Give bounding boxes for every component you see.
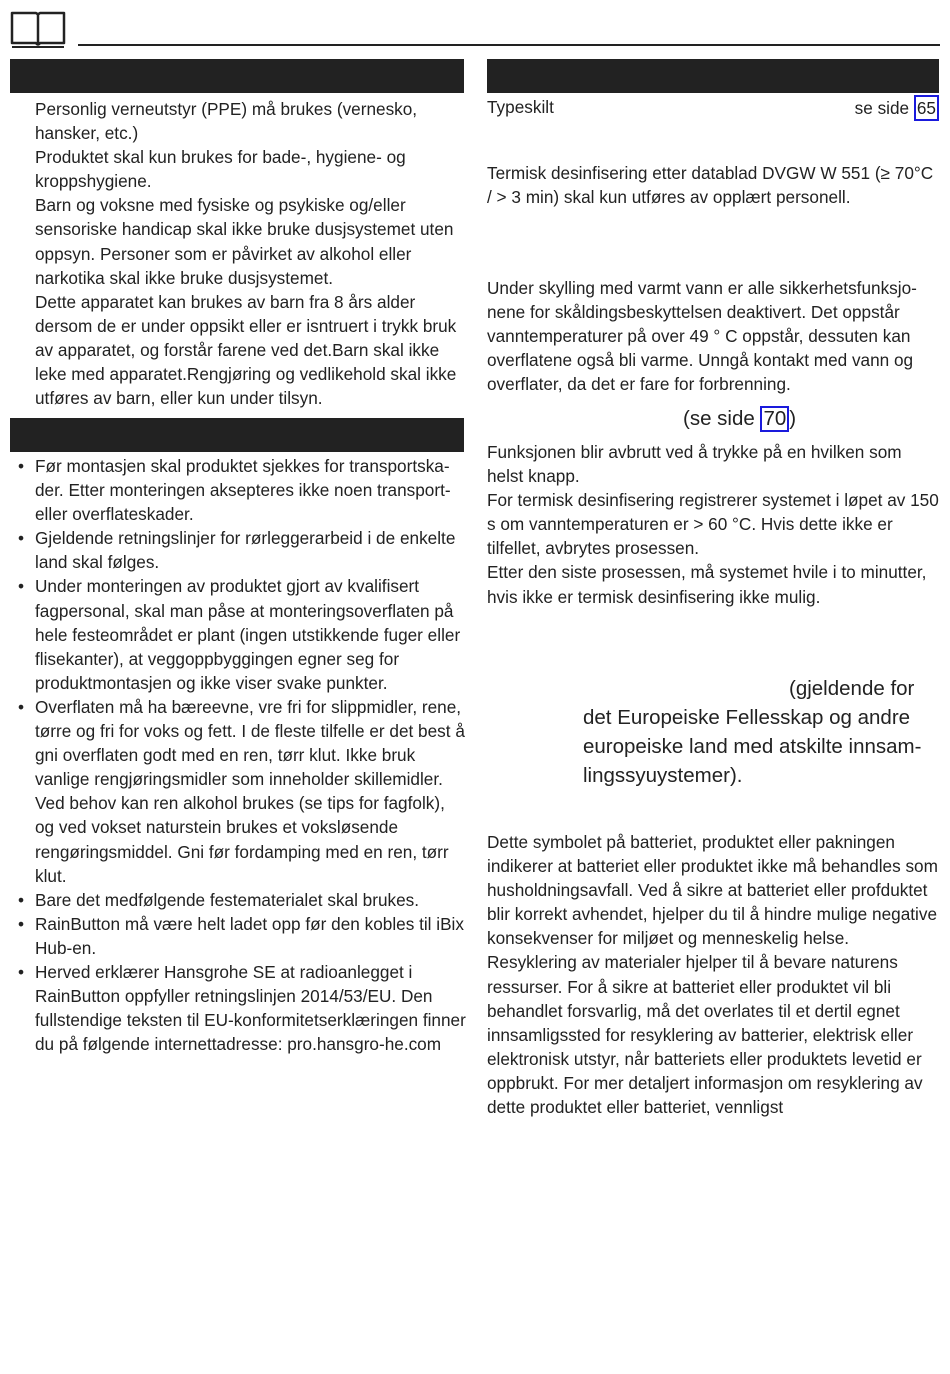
see-page-reference bbox=[487, 404, 939, 433]
typeplate-label: Typeskilt bbox=[487, 97, 554, 117]
function-paragraph: Funksjonen blir avbrutt ved å trykke på en hvilken som helst knapp. bbox=[487, 442, 902, 487]
list-item: • Gjeldende retningslinjer for rørleggerarbeid i de enkelte land skal følges. bbox=[10, 526, 468, 574]
rinse-warning-text: Under skylling med varmt vann er alle sikkerhetsfunksjo-nene for skåldingsbeskyttelsen deaktivert. Det oppstår vanntemperaturer på over 49 ° C oppstår, dessuten kan overflatene også bli varme. Unngå kontakt med vann og overflater, da det er fare for forbrenning. bbox=[487, 278, 917, 395]
mounting-section bbox=[10, 454, 468, 1056]
function-section bbox=[487, 440, 939, 609]
safety-paragraph: Produktet skal kun brukes for bade-, hygiene- og kroppshygiene. bbox=[35, 147, 406, 192]
page-link-70[interactable]: 70 bbox=[760, 406, 789, 432]
list-item: • Før montasjen skal produktet sjekkes for transportska-der. Etter monteringen aksepteres ikke noen transport- eller overflateskader. bbox=[10, 454, 468, 526]
eu-line: europeiske land med atskilte innsam- bbox=[583, 735, 922, 758]
list-item: • RainButton må være helt ladet opp før den kobles til iBix Hub-en. bbox=[10, 912, 468, 960]
manual-book-icon bbox=[10, 10, 66, 48]
typeplate-page-ref bbox=[855, 95, 939, 121]
safety-section bbox=[35, 97, 465, 410]
list-item: • Herved erklærer Hansgrohe SE at radioanlegget i RainButton oppfyller retningslinjen 2014/53/EU. Den fullstendige teksten til EU-konformitetserklæringen finner du på følgende internettadresse: pro.hansgro-he.com bbox=[10, 960, 468, 1056]
page-ref-prefix: se side bbox=[854, 98, 914, 118]
typeplate-row bbox=[487, 95, 939, 121]
header-rule bbox=[78, 44, 940, 46]
disposal-text: Dette symbolet på batteriet, produktet eller pakningen indikerer at batteriet eller produktet ikke må behandles som husholdningsavfall. Ved å sikre at batteriet eller profduktet blir korrekt avhendet, hjelper du til å hindre mulige negative konsekvenser for miljøet og menneskelig helse. Resyklering av materialer hjelper til å bevare naturens ressurser. For å sikre at batteriet eller produktet vil bli behandlet forsvarlig, må det overlates til et dertil egnet innsamligssted for resyklering av batterier, elektrisk eller elektronisk utstyr, når batteriets eller produktets levetid er oppbrukt. For mer detaljert informasjon om resyklering av dette produktet eller batteriet, vennligst bbox=[487, 832, 938, 1118]
eu-line: lingssyuystemer). bbox=[583, 764, 743, 787]
list-item: • Bare det medfølgende festematerialet skal brukes. bbox=[10, 888, 468, 912]
eu-line: det Europeiske Fellesskap og andre bbox=[583, 706, 911, 729]
safety-paragraph: Dette apparatet kan brukes av barn fra 8 års alder dersom de er under oppsikt eller er isntruert i trykk bruk av apparatet, og forstår farene ved det.Barn skal ikke leke med apparatet.Rengjøring og vedlikehold skal ikke utføres av barn, eller kun under tilsyn. bbox=[35, 291, 457, 409]
function-paragraph: Etter den siste prosessen, må systemet hvile i to minutter, hvis ikke er termisk desinfisering ikke mulig. bbox=[487, 562, 927, 607]
section-heading-bar-mounting bbox=[10, 418, 464, 452]
safety-paragraph: Personlig verneutstyr (PPE) må brukes (vernesko, hansker, etc.) bbox=[35, 99, 418, 144]
eu-disposal-heading bbox=[583, 674, 939, 790]
safety-paragraph: Barn og voksne med fysiske og psykiske og/eller sensoriske handicap skal ikke bruke dusjsystemet uten oppsyn. Personer som er påvirket av alkohol eller narkotika skal ikke bruke dusjsystemet. bbox=[35, 195, 454, 288]
see-page-suffix: ) bbox=[789, 407, 797, 430]
see-page-prefix: (se side bbox=[683, 407, 761, 430]
page-link-65[interactable]: 65 bbox=[914, 95, 939, 121]
list-item: • Overflaten må ha bæreevne, vre fri for slippmidler, rene, tørre og fri for voks og fett. I de fleste tilfelle er det best å gni overflaten godt med en ren, tørr klut. Ikke bruk vanlige rengjøringsmidler som inneholder skillemidler. Ved behov kan ren alkohol brukes (se tips for fagfolk), og ved vokset naturstein brukes et voksløsende rengøringsmiddel. Gni før fordamping med en ren, tørr klut. bbox=[10, 695, 468, 888]
thermal-disinfection-text: Termisk desinfisering etter datablad DVGW W 551 (≥ 70°C / > 3 min) skal kun utføres av opplært personell. bbox=[487, 163, 934, 208]
eu-line: (gjeldende for bbox=[789, 677, 915, 700]
section-heading-bar-notes bbox=[487, 59, 939, 93]
section-heading-bar-safety bbox=[10, 59, 464, 93]
list-item: • Under monteringen av produktet gjort av kvalifisert fagpersonal, skal man påse at monteringsoverflaten på hele festeområdet er plant (ingen utstikkende fuger eller flisekanter), at veggoppbyggingen egner seg for produktmontasjen og ikke viser svake punkter. bbox=[10, 574, 468, 694]
mounting-list bbox=[10, 454, 468, 1056]
function-paragraph: For termisk desinfisering registrerer systemet i løpet av 150 s om vanntemperaturen er > 60 °C. Hvis dette ikke er tilfellet, avbrytes prosessen. bbox=[487, 490, 939, 559]
